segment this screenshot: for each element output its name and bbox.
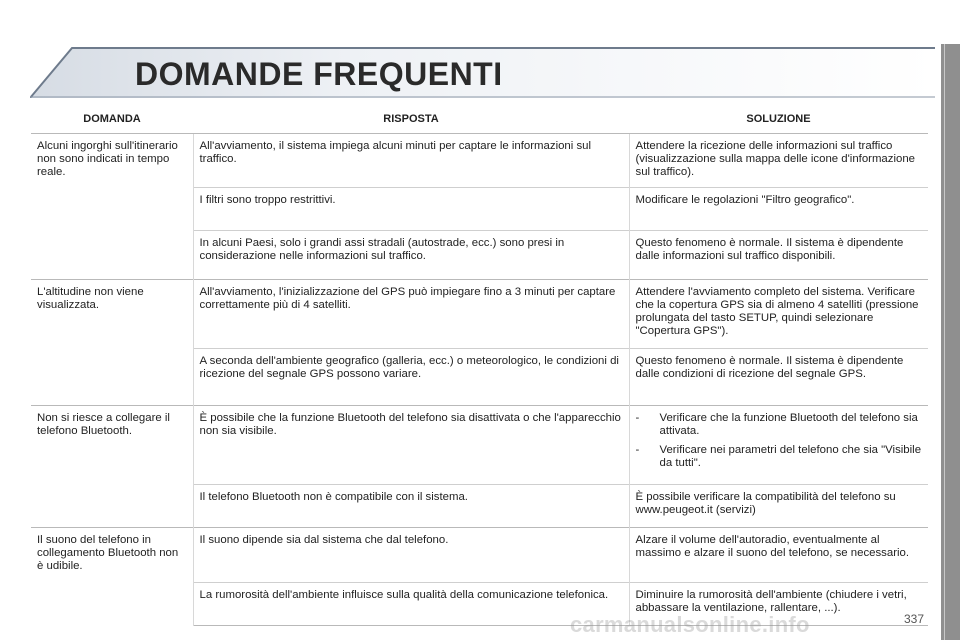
answer-cell: È possibile che la funzione Bluetooth del telefono sia disattivata o che l'apparecchio non sia visibile. — [193, 406, 629, 485]
table-header-row — [31, 105, 928, 134]
bullet-dash: - — [635, 412, 640, 424]
bullet-dash: - — [635, 444, 640, 456]
solution-cell: Diminuire la rumorosità dell'ambiente (chiudere i vetri, abbassare la ventilazione, rallentare, ...). — [629, 583, 928, 626]
solution-cell: Questo fenomeno è normale. Il sistema è dipendente dalle condizioni di ricezione del segnale GPS. — [629, 349, 928, 406]
faq-table — [31, 105, 928, 626]
solution-cell: Modificare le regolazioni "Filtro geografico". — [629, 188, 928, 231]
column-header-domanda: DOMANDA — [31, 105, 193, 134]
solution-cell: Attendere la ricezione delle informazioni sul traffico (visualizzazione sulla mappa delle icone d'informazione sul traffico). — [635, 140, 915, 178]
bullet-item — [636, 444, 923, 470]
answer-cell: All'avviamento, il sistema impiega alcuni minuti per captare le informazioni sul traffico. — [193, 134, 629, 188]
solution-cell: Attendere l'avviamento completo del sistema. Verificare che la copertura GPS sia di almeno 4 satelliti (pressione prolungata del tasto SETUP, quindi selezionare "Copertura GPS"). — [629, 280, 928, 349]
answer-cell: Il telefono Bluetooth non è compatibile con il sistema. — [193, 485, 629, 528]
table-row — [31, 528, 928, 583]
column-header-risposta: RISPOSTA — [193, 105, 629, 134]
table-row — [31, 134, 928, 188]
page-title: DOMANDE FREQUENTI — [135, 56, 503, 92]
bullet-item — [636, 412, 923, 438]
answer-cell: All'avviamento, l'inizializzazione del GPS può impiegare fino a 3 minuti per captare correttamente più di 4 satelliti. — [193, 280, 629, 349]
question-cell: L'altitudine non viene visualizzata. — [31, 280, 193, 406]
bullet-text: Verificare che la funzione Bluetooth del telefono sia attivata. — [659, 412, 918, 437]
solution-cell: Alzare il volume dell'autoradio, eventualmente al massimo e alzare il suono del telefono, se necessario. — [629, 528, 928, 583]
question-cell: Alcuni ingorghi sull'itinerario non sono indicati in tempo reale. — [31, 134, 193, 280]
answer-cell: A seconda dell'ambiente geografico (galleria, ecc.) o meteorologico, le condizioni di ricezione del segnale GPS possono variare. — [193, 349, 629, 406]
solution-cell: È possibile verificare la compatibilità del telefono su www.peugeot.it (servizi) — [629, 485, 928, 528]
side-tab-bar — [941, 44, 960, 640]
table-row — [31, 406, 928, 485]
watermark: carmanualsonline.info — [570, 612, 810, 637]
question-cell: Il suono del telefono in collegamento Bluetooth non è udibile. — [31, 528, 193, 626]
question-cell: Non si riesce a collegare il telefono Bluetooth. — [31, 406, 193, 528]
solution-cell: Questo fenomeno è normale. Il sistema è dipendente dalle informazioni sul traffico disponibili. — [629, 231, 928, 280]
answer-cell: I filtri sono troppo restrittivi. — [193, 188, 629, 231]
solution-cell — [629, 406, 928, 485]
bullet-text: Verificare nei parametri del telefono che sia "Visibile da tutti". — [659, 444, 922, 469]
answer-cell: In alcuni Paesi, solo i grandi assi stradali (autostrade, ecc.) sono presi in considerazione nelle informazioni sul traffico. — [193, 231, 629, 280]
page-number: 337 — [904, 612, 925, 626]
table-row — [31, 280, 928, 349]
column-header-soluzione: SOLUZIONE — [629, 105, 928, 134]
answer-cell: La rumorosità dell'ambiente influisce sulla qualità della comunicazione telefonica. — [193, 583, 629, 626]
answer-cell: Il suono dipende sia dal sistema che dal telefono. — [193, 528, 629, 583]
